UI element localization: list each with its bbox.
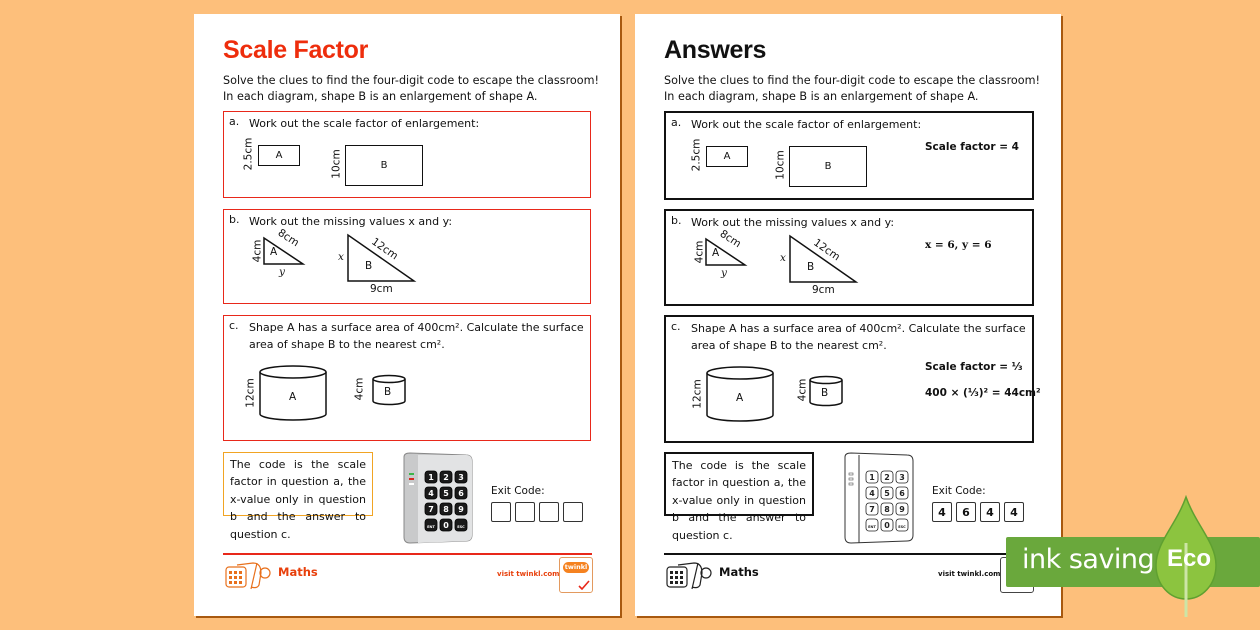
- keypad-key-label: 1: [428, 473, 434, 482]
- worksheet-page: [194, 14, 620, 616]
- shape-label: B: [365, 260, 373, 272]
- dimension-label: 10cm: [774, 150, 787, 180]
- keypad-key-label: 8: [443, 505, 449, 514]
- shape-a-rect: [258, 145, 300, 166]
- cylinders-diagram: [666, 317, 1032, 441]
- visit-link[interactable]: visit twinkl.com: [938, 570, 1001, 578]
- dimension-label: 9cm: [370, 283, 393, 295]
- keypad-key-label: 6: [458, 489, 464, 498]
- keypad-key-label: 4: [428, 489, 434, 498]
- page-title: Scale Factor: [223, 36, 369, 64]
- keypad-key-label: ENT: [427, 525, 435, 529]
- twinkl-logo: twinkl: [564, 563, 588, 571]
- dimension-label: 4cm: [251, 239, 264, 263]
- eco-label: Eco: [1167, 545, 1212, 572]
- keypad-key-label: 5: [884, 489, 890, 498]
- dimension-label: 12cm: [244, 378, 257, 408]
- dimension-label: 8cm: [275, 226, 302, 250]
- exit-code-inputs: [932, 502, 1024, 522]
- question-text: Work out the scale factor of enlargement:: [691, 118, 922, 131]
- dimension-label: 8cm: [717, 227, 744, 251]
- shape-label: B: [384, 386, 392, 398]
- keypad-key-label: 2: [884, 473, 890, 482]
- exit-code-digit-4[interactable]: [563, 502, 583, 522]
- shape-label: A: [723, 151, 731, 162]
- exit-code-digit-3[interactable]: 4: [980, 502, 1000, 522]
- exit-code-label: Exit Code:: [491, 485, 545, 497]
- dimension-label: 12cm: [691, 379, 704, 409]
- keypad-key-label: 1: [869, 473, 875, 482]
- answer-text: 400 × (⅓)² = 44cm²: [925, 387, 1041, 399]
- shape-label: B: [824, 161, 832, 172]
- footer-divider: [223, 553, 592, 555]
- intro-line-2: In each diagram, shape B is an enlargement of shape A.: [664, 90, 979, 103]
- keypad-key-label: 3: [458, 473, 464, 482]
- question-a: [664, 111, 1034, 200]
- footer-subject: Maths: [278, 565, 318, 579]
- question-a: [223, 111, 591, 198]
- dimension-label: 2.5cm: [242, 137, 255, 171]
- maths-icon: [664, 559, 714, 591]
- dimension-label: 10cm: [330, 149, 343, 179]
- dimension-label: 9cm: [812, 284, 835, 296]
- answers-page: [635, 14, 1061, 616]
- dimension-label: 2.5cm: [690, 138, 703, 172]
- dimension-label: 4cm: [693, 240, 706, 264]
- footer-divider: [664, 553, 1033, 555]
- question-text: Shape A has a surface area of 400cm². Calculate the surface area of shape B to the nearest cm².: [691, 322, 1026, 352]
- dimension-label: 12cm: [369, 235, 401, 263]
- shape-label: A: [736, 392, 744, 404]
- keypad-key-label: 9: [458, 505, 464, 514]
- question-text: Shape A has a surface area of 400cm². Calculate the surface area of shape B to the nearest cm².: [249, 321, 584, 351]
- triangles-diagram: [224, 210, 590, 303]
- ink-saving-label: ink saving: [1022, 544, 1155, 575]
- question-text: Work out the missing values x and y:: [249, 215, 453, 228]
- keypad-key-label: 6: [899, 489, 905, 498]
- dimension-label: 12cm: [811, 236, 843, 264]
- keypad-key-label: ESC: [898, 525, 906, 529]
- exit-code-inputs: [491, 502, 583, 522]
- shape-label: B: [380, 160, 388, 171]
- twinkl-badge: [559, 557, 593, 593]
- triangles-diagram: [666, 211, 1032, 304]
- shape-label: B: [821, 387, 829, 399]
- answer-text: x = 6, y = 6: [925, 239, 992, 251]
- maths-icon: [223, 559, 273, 591]
- dimension-label: x: [780, 252, 786, 264]
- intro-text: [664, 73, 1044, 105]
- question-b: [664, 209, 1034, 306]
- keypad-key-label: 0: [884, 521, 890, 530]
- exit-code-label: Exit Code:: [932, 485, 986, 497]
- exit-code-digit-3[interactable]: [539, 502, 559, 522]
- keypad-key-label: 2: [443, 473, 449, 482]
- intro-line-1: Solve the clues to find the four-digit code to escape the classroom!: [223, 74, 599, 87]
- intro-text: [223, 73, 603, 105]
- code-clue: The code is the scale factor in question a, the x-value only in question b and the answer to question c.: [223, 452, 373, 516]
- shape-b-rect: [345, 145, 423, 186]
- answer-text: Scale factor = ⅓: [925, 361, 1023, 373]
- intro-line-1: Solve the clues to find the four-digit code to escape the classroom!: [664, 74, 1040, 87]
- question-c: [223, 315, 591, 441]
- shape-b-rect: [789, 146, 867, 187]
- question-label: c.: [229, 319, 239, 332]
- keypad-key-label: 8: [884, 505, 890, 514]
- question-label: b.: [229, 213, 240, 226]
- dimension-label: y: [279, 266, 285, 278]
- keypad-image: [400, 451, 476, 545]
- dimension-label: 4cm: [796, 378, 809, 402]
- question-text: Work out the missing values x and y:: [691, 216, 895, 229]
- keypad-key-label: 5: [443, 489, 449, 498]
- cylinders-diagram: [224, 316, 590, 440]
- dimension-label: x: [338, 251, 344, 263]
- page-title: Answers: [664, 36, 767, 64]
- keypad-key-label: 0: [443, 521, 449, 530]
- visit-link[interactable]: visit twinkl.com: [497, 570, 560, 578]
- question-text: Work out the scale factor of enlargement:: [249, 117, 480, 130]
- exit-code-digit-1[interactable]: 4: [932, 502, 952, 522]
- exit-code-digit-1[interactable]: [491, 502, 511, 522]
- exit-code-digit-2[interactable]: [515, 502, 535, 522]
- question-c: [664, 315, 1041, 443]
- keypad-key-label: ENT: [868, 525, 876, 529]
- question-b: [223, 209, 591, 304]
- keypad-key-label: 7: [869, 505, 875, 514]
- intro-line-2: In each diagram, shape B is an enlargement of shape A.: [223, 90, 538, 103]
- shape-label: A: [270, 246, 278, 258]
- exit-code-digit-4[interactable]: 4: [1004, 502, 1024, 522]
- keypad-key-label: ESC: [457, 525, 465, 529]
- footer-subject: Maths: [719, 565, 759, 579]
- shape-label: A: [289, 391, 297, 403]
- question-label: b.: [671, 214, 682, 227]
- check-icon: [578, 580, 590, 590]
- keypad-key-label: 9: [899, 505, 905, 514]
- shape-label: A: [275, 150, 283, 161]
- keypad-key-label: 3: [899, 473, 905, 482]
- keypad-image: [841, 451, 917, 545]
- question-label: a.: [671, 116, 682, 129]
- shape-a-rect: [706, 146, 748, 167]
- dimension-label: y: [721, 267, 727, 279]
- answer-text: Scale factor = 4: [925, 141, 1019, 153]
- keypad-key-label: 4: [869, 489, 875, 498]
- keypad-key-label: 7: [428, 505, 434, 514]
- question-label: a.: [229, 115, 240, 128]
- exit-code-digit-2[interactable]: 6: [956, 502, 976, 522]
- shape-label: B: [807, 261, 815, 273]
- question-label: c.: [671, 320, 681, 333]
- dimension-label: 4cm: [353, 377, 366, 401]
- code-clue: The code is the scale factor in question a, the x-value only in question b and the answer to question c.: [664, 452, 814, 516]
- shape-label: A: [712, 247, 720, 259]
